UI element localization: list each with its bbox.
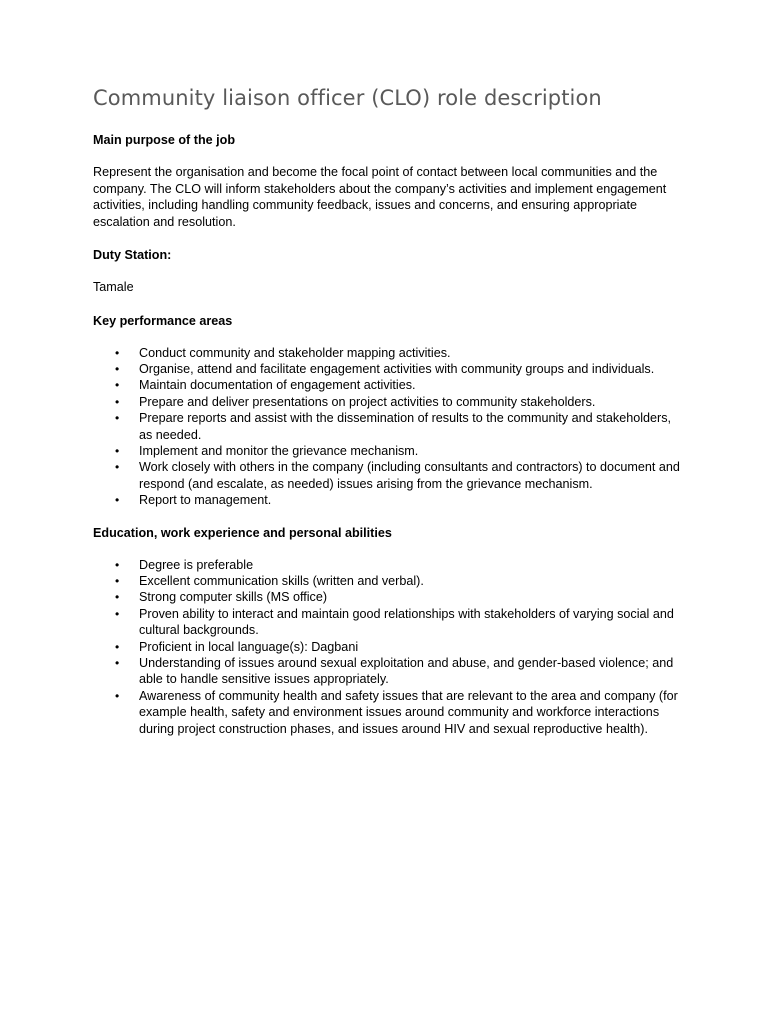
bullet-icon: •: [115, 394, 120, 409]
list-item-text: Prepare reports and assist with the dissemination of results to the community and stakeholders, as needed.: [139, 411, 671, 442]
bullet-icon: •: [115, 688, 120, 703]
bullet-icon: •: [115, 345, 120, 360]
list-item: [93, 459, 683, 492]
list-item-text: Conduct community and stakeholder mapping activities.: [139, 345, 451, 360]
bullet-icon: •: [115, 411, 120, 426]
list-item-text: Report to management.: [139, 493, 272, 508]
list-item-text: Strong computer skills (MS office): [139, 590, 328, 605]
list-item: [93, 410, 683, 443]
section-key-performance-areas: [93, 313, 683, 509]
document-page: [93, 86, 683, 737]
list-item: [93, 557, 683, 573]
bullet-icon: •: [115, 573, 120, 588]
list-item-text: Awareness of community health and safety issues that are relevant to the area and company (for example health, safety and environment issues around community and workforce interactions during project construction phases, and issues around HIV and sexual reproductive health).: [139, 688, 678, 736]
list-item: [93, 688, 683, 737]
list-item-text: Maintain documentation of engagement activities.: [139, 378, 416, 393]
section-main-purpose: [93, 132, 683, 230]
heading-key-performance-areas: Key performance areas: [93, 313, 233, 328]
bullet-icon: •: [115, 443, 120, 458]
list-item: [93, 655, 683, 688]
list-item-text: Work closely with others in the company (including consultants and contractors) to document and respond (and escalate, as needed) issues arising from the grievance mechanism.: [139, 460, 680, 491]
purpose-paragraph: Represent the organisation and become the focal point of contact between local communities and the company. The CLO will inform stakeholders about the company’s activities and implement engagement activities, including handling community feedback, issues and concerns, and ensuring appropriate escalation and resolution.: [93, 165, 667, 229]
duty-station-value: Tamale: [93, 280, 134, 294]
list-item: [93, 492, 683, 508]
bullet-icon: •: [115, 590, 120, 605]
heading-education: Education, work experience and personal abilities: [93, 525, 392, 540]
bullet-icon: •: [115, 639, 120, 654]
bullet-icon: •: [115, 361, 120, 376]
list-item: [93, 377, 683, 393]
list-item-text: Excellent communication skills (written and verbal).: [139, 573, 424, 588]
list-item-text: Degree is preferable: [139, 557, 254, 572]
list-item: [93, 589, 683, 605]
bullet-icon: •: [115, 460, 120, 475]
bullet-icon: •: [115, 493, 120, 508]
list-item-text: Proficient in local language(s): Dagbani: [139, 639, 359, 654]
list-item-text: Prepare and deliver presentations on project activities to community stakeholders.: [139, 394, 596, 409]
bullet-icon: •: [115, 557, 120, 572]
bullet-icon: •: [115, 606, 120, 621]
kpa-bullet-list: [93, 345, 683, 509]
bullet-icon: •: [115, 656, 120, 670]
list-item-text: Implement and monitor the grievance mechanism.: [139, 443, 419, 458]
list-item: [93, 639, 683, 655]
list-item: [93, 573, 683, 589]
list-item: [93, 606, 683, 639]
document-title: Community liaison officer (CLO) role description: [93, 86, 602, 110]
list-item: [93, 443, 683, 459]
list-item-text: Proven ability to interact and maintain good relationships with stakeholders of varying social and cultural backgrounds.: [139, 606, 674, 638]
list-item: [93, 394, 683, 410]
list-item-text: Understanding of issues around sexual exploitation and abuse, and gender-based violence; and able to handle sensitive issues appropriately.: [139, 656, 674, 687]
list-item-text: Organise, attend and facilitate engagement activities with community groups and individuals.: [139, 361, 655, 376]
list-item: [93, 345, 683, 361]
bullet-icon: •: [115, 378, 120, 393]
heading-main-purpose: Main purpose of the job: [93, 133, 236, 147]
list-item: [93, 361, 683, 377]
heading-duty-station: Duty Station:: [93, 248, 172, 262]
education-bullet-list: [93, 557, 683, 737]
section-education: [93, 525, 683, 737]
section-duty-station: [93, 247, 683, 296]
